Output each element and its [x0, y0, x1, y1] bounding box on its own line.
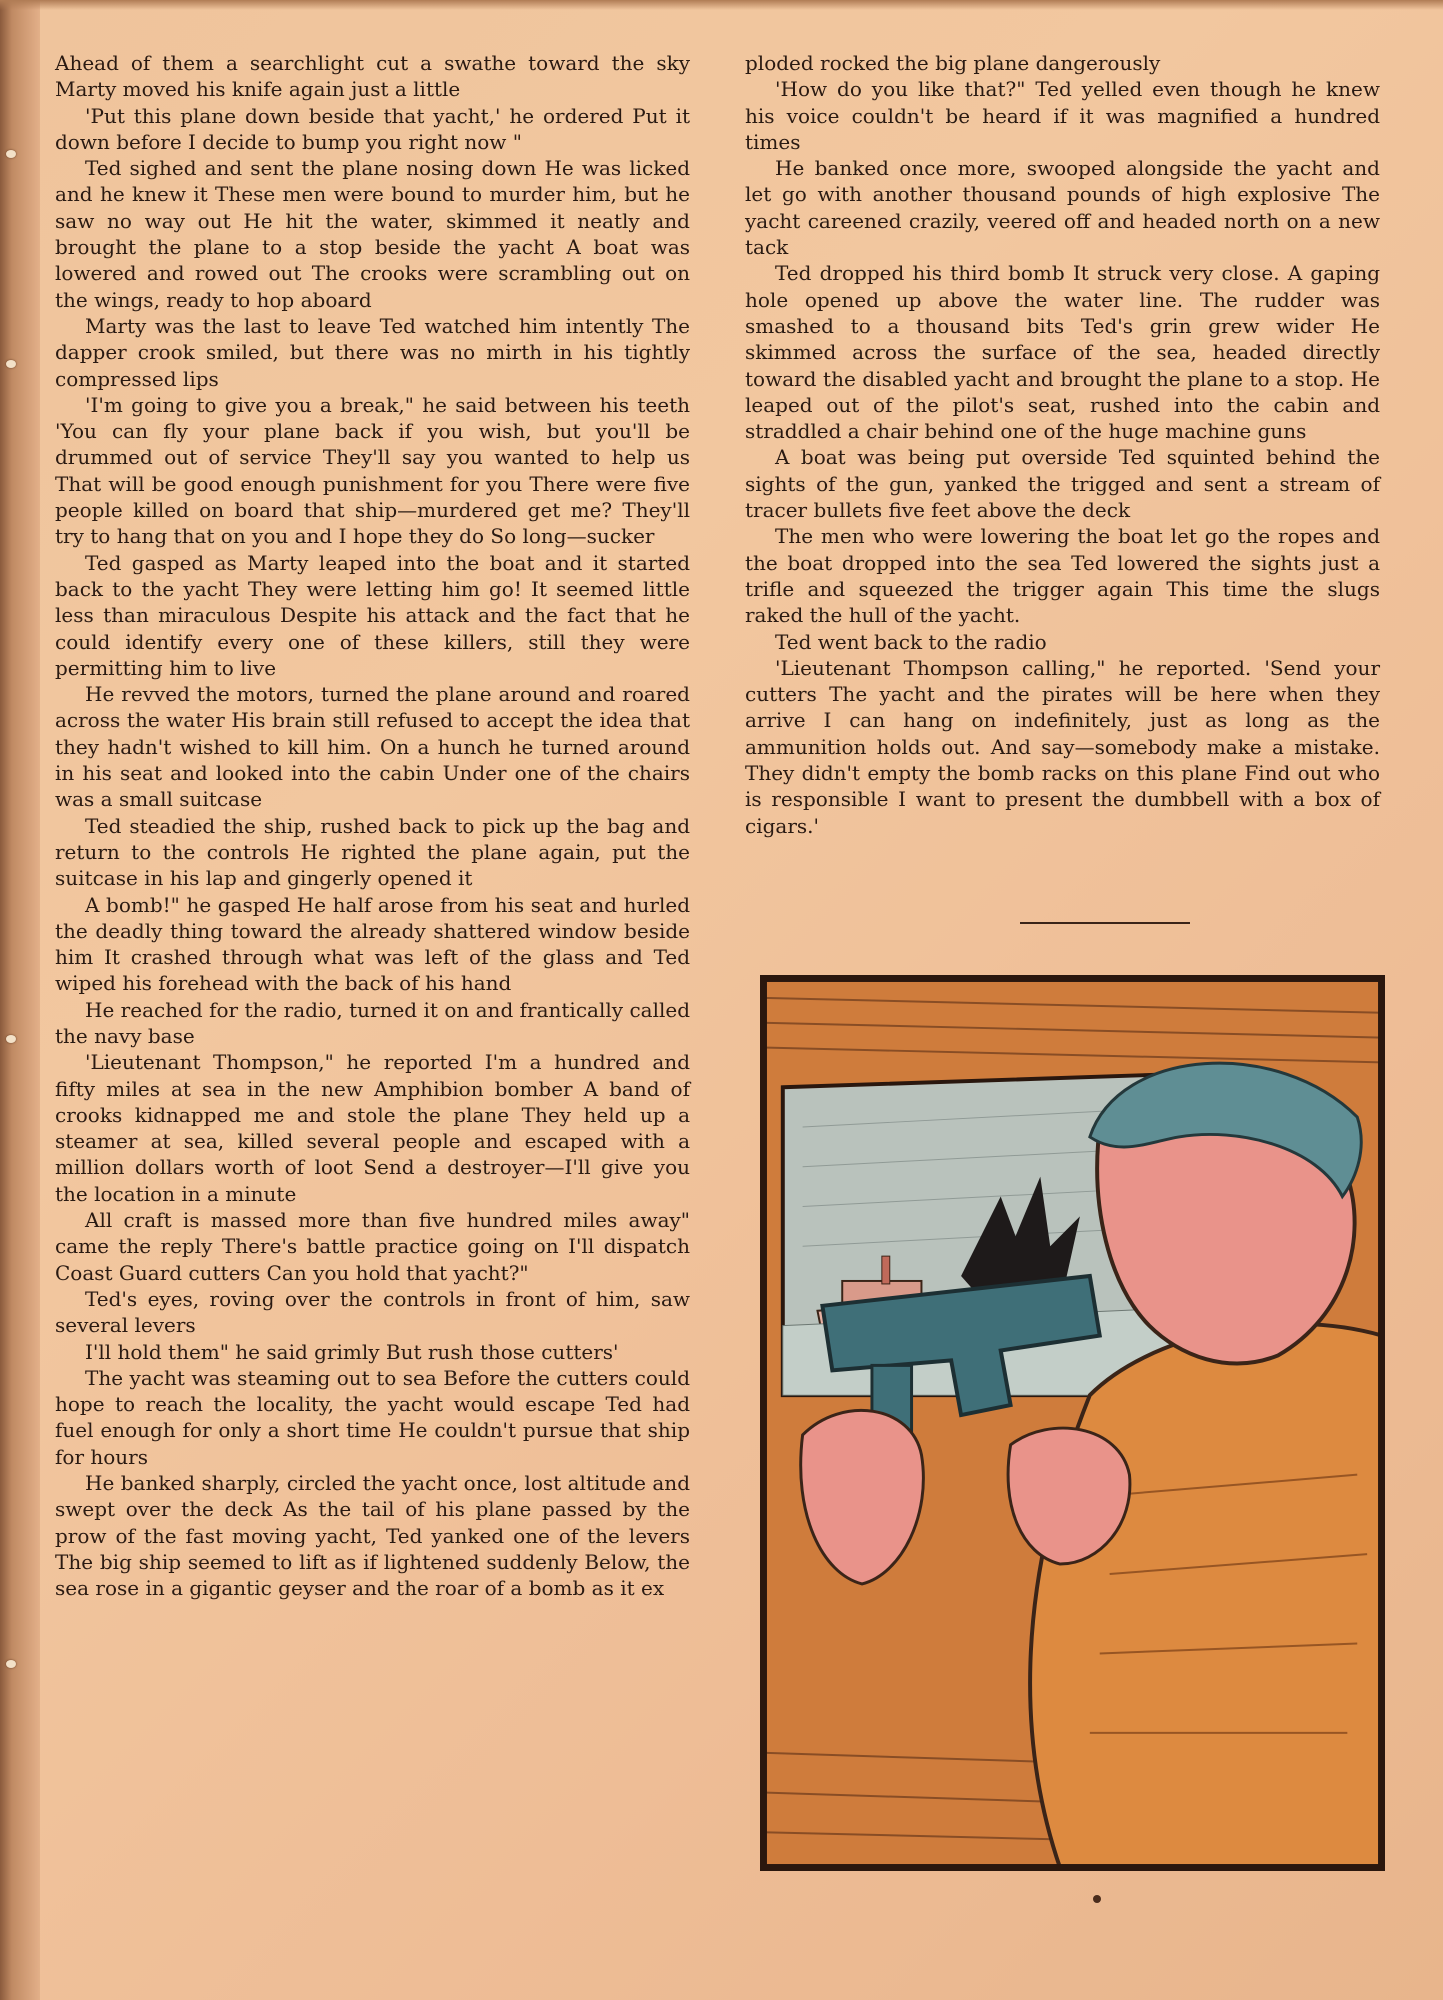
paragraph: 'I'm going to give you a break," he said between his teeth 'You can fly your plane back if you wish, but you'll be drummed out of service They'll say you wanted to help us That will be good enough punishment for you There were five people killed on board that ship—murdered get me? They'll try to hang that on you and I hope they do So long—sucker	[55, 392, 690, 549]
paragraph-continuation: ploded rocked the big plane dangerously	[745, 51, 1161, 75]
paragraph: He revved the motors, turned the plane around and roared across the water His brain still refused to accept the idea that they hadn't wished to kill him. On a hunch he turned around in his seat and looked into the cabin Under one of the chairs was a small suitcase	[55, 682, 690, 812]
staple-hole	[6, 1035, 16, 1043]
page-top-shadow	[0, 0, 1443, 10]
paragraph: He banked sharply, circled the yacht once, lost altitude and swept over the deck As the tail of his plane passed by the prow of the fast moving yacht, Ted yanked one of the levers The big ship seemed to lift as if lightened suddenly Below, the sea rose in a gigantic geyser and the roar of a bomb as it ex	[55, 1471, 690, 1601]
paragraph: 'Lieutenant Thompson calling," he reported. 'Send your cutters The yacht and the pirates will be here when they arrive I can hang on indefinitely, just as long as the ammunition holds out. And say—somebody make a mistake. They didn't empty the bomb racks on this plane Find out who is responsible I want to present the dumbbell with a box of cigars.'	[745, 655, 1380, 838]
paragraph: The men who were lowering the boat let go the ropes and the boat dropped into the sea Ted lowered the sights just a trifle and squeezed the trigger again This time the slugs raked the hull of the yacht.	[745, 524, 1380, 628]
paragraph: Ted's eyes, roving over the controls in front of him, saw several levers	[55, 1286, 690, 1338]
paragraph: A boat was being put overside Ted squinted behind the sights of the gun, yanked the trigged and sent a stream of tracer bullets five feet above the deck	[745, 445, 1380, 523]
paragraph: Ted gasped as Marty leaped into the boat and it started back to the yacht They were letting him go! It seemed little less than miraculous Despite his attack and the fact that he could identify every one of these killers, still they were permitting him to live	[55, 550, 690, 680]
left-text-column	[55, 50, 690, 1602]
story-illustration	[760, 975, 1385, 1871]
paragraph: The yacht was steaming out to sea Before the cutters could hope to reach the locality, the yacht would escape Ted had fuel enough for only a short time He couldn't pursue that ship for hours	[55, 1365, 690, 1469]
staple-hole	[6, 360, 16, 368]
paper-speck	[1093, 1895, 1101, 1903]
paragraph: Ahead of them a searchlight cut a swathe toward the sky Marty moved his knife again just a little	[55, 51, 690, 102]
paragraph: He reached for the radio, turned it on and frantically called the navy base	[55, 997, 690, 1048]
section-divider	[1020, 922, 1190, 924]
yacht-funnel	[882, 1256, 890, 1284]
page-binding-edge	[0, 0, 40, 2000]
right-text-column	[745, 50, 1380, 839]
staple-hole	[6, 150, 16, 158]
paragraph: 'Put this plane down beside that yacht,' he ordered Put it down before I decide to bump you right now "	[55, 103, 690, 154]
paragraph: 'Lieutenant Thompson," he reported I'm a hundred and fifty miles at sea in the new Amphibion bomber A band of crooks kidnapped me and stole the plane They held up a steamer at sea, killed several people and escaped with a million dollars worth of loot Send a destroyer—I'll give you the location in a minute	[55, 1050, 690, 1206]
paragraph: Marty was the last to leave Ted watched him intently The dapper crook smiled, but there was no mirth in his tightly compressed lips	[55, 313, 690, 391]
paragraph: Ted dropped his third bomb It struck very close. A gaping hole opened up above the water line. The rudder was smashed to a thousand bits Ted's grin grew wider He skimmed across the surface of the sea, headed directly toward the disabled yacht and brought the plane to a stop. He leaped out of the pilot's seat, rushed into the cabin and straddled a chair behind one of the huge machine guns	[745, 261, 1380, 444]
paragraph: Ted went back to the radio	[775, 629, 1047, 654]
paragraph: Ted steadied the ship, rushed back to pick up the bag and return to the controls He righted the plane again, put the suitcase in his lap and gingerly opened it	[55, 813, 690, 891]
paragraph: I'll hold them" he said grimly But rush those cutters'	[85, 1339, 619, 1364]
gunner-drawing	[763, 978, 1382, 1868]
paragraph: He banked once more, swooped alongside the yacht and let go with another thousand pounds of high explosive The yacht careened crazily, veered off and headed north on a new tack	[745, 156, 1380, 260]
paragraph: Ted sighed and sent the plane nosing down He was licked and he knew it These men were bound to murder him, but he saw no way out He hit the water, skimmed it neatly and brought the plane to a stop beside the yacht A boat was lowered and rowed out The crooks were scrambling out on the wings, ready to hop aboard	[55, 156, 690, 312]
paragraph: All craft is massed more than five hundred miles away" came the reply There's battle practice going on I'll dispatch Coast Guard cutters Can you hold that yacht?"	[55, 1208, 690, 1285]
paragraph: 'How do you like that?" Ted yelled even though he knew his voice couldn't be heard if it was magnified a hundred times	[745, 77, 1380, 154]
staple-hole	[6, 1660, 16, 1668]
paragraph: A bomb!" he gasped He half arose from his seat and hurled the deadly thing toward the already shattered window beside him It crashed through what was left of the glass and Ted wiped his forehead with the back of his hand	[55, 892, 690, 996]
